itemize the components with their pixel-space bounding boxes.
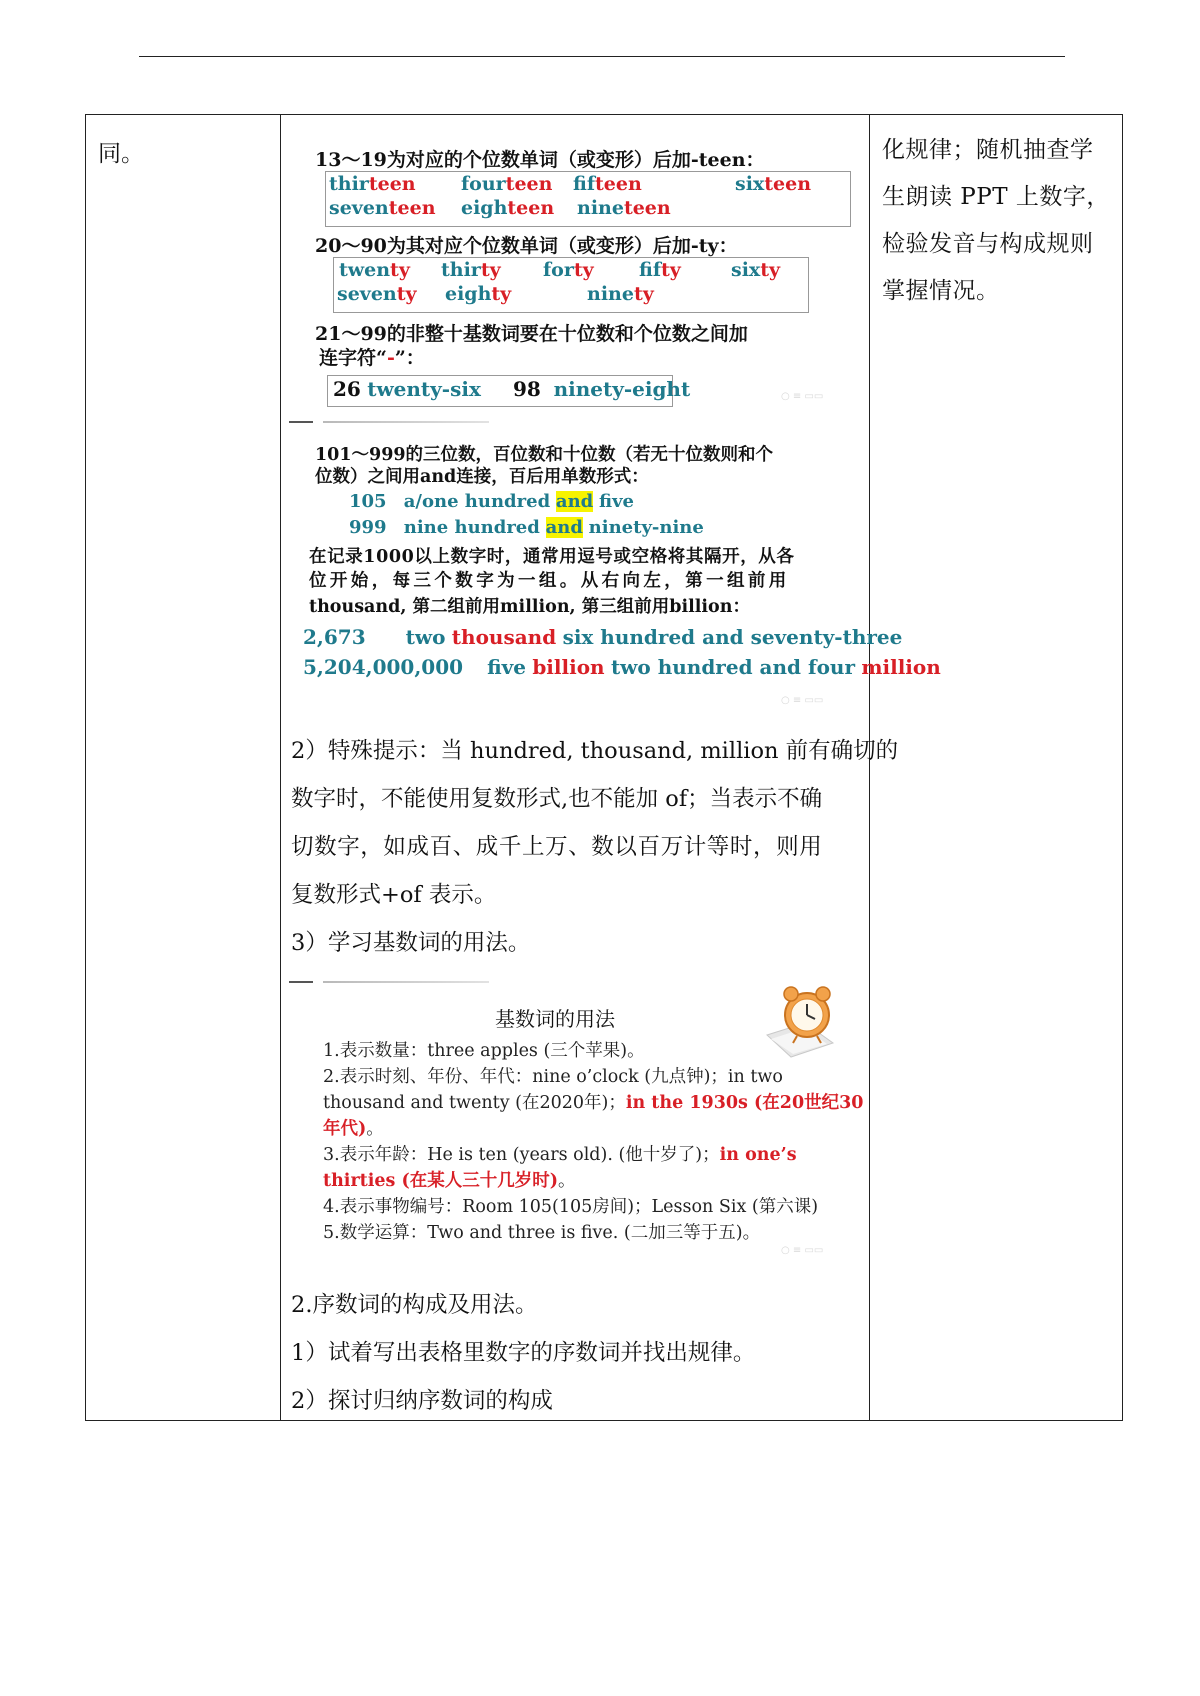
ordinal-line-3: 2）探讨归纳序数词的构成 [291,1388,553,1414]
tip-line-1: 2）特殊提示：当 hundred, thousand, million 前有确切的 [291,738,899,764]
hundred-example-2: 999 nine hundred and ninety-nine [349,517,704,538]
hundred-heading-1: 101～999的三位数，百位数和十位数（若无十位数则和个 [315,445,774,465]
teen-word: nineteen [577,197,671,219]
right-line: 检验发音与构成规则 [882,231,1094,257]
thousand-example-2: 5,204,000,000 five billion two hundred and four million [303,655,941,679]
hyphen-heading-1: 21～99的非整十基数词要在十位数和个位数之间加 [315,323,748,345]
teen-heading: 13～19为对应的个位数单词（或变形）后加-teen： [315,149,765,171]
usage-line-8: 5.数学运算：Two and three is five. (二加三等于五)。 [323,1223,761,1243]
ty-word: forty [543,259,594,281]
thousand-line-1: 在记录1000以上数字时，通常用逗号或空格将其隔开，从各 [309,547,795,567]
hyphen-example-1: 26 twenty-six [333,377,481,401]
ordinal-line-2: 1）试着写出表格里数字的序数词并找出规律。 [291,1340,756,1366]
alarm-clock-icon [761,965,841,1059]
right-line: 掌握情况。 [882,278,1000,304]
right-line: 化规律；随机抽查学 [882,137,1094,163]
tip-line-3: 切数字，如成百、成千上万、数以百万计等时，则用 [291,834,823,860]
thousand-line-3: thousand, 第二组前用million, 第三组前用billion： [309,597,750,617]
left-cell [86,115,281,1421]
right-cell [870,115,1123,1421]
usage-line-3: thousand and twenty (在2020年)；in the 1930s (在20世纪30 [323,1093,864,1113]
ty-word: thirty [441,259,501,281]
teen-word: fourteen [461,173,553,195]
ty-word: eighty [445,283,512,305]
right-line: 生朗读 PPT 上数字， [882,184,1110,210]
ty-word: sixty [731,259,781,281]
usage-line-2: 2.表示时刻、年份、年代：nine o’clock (九点钟)；in two [323,1067,783,1087]
tip-line-5: 3）学习基数词的用法。 [291,930,531,956]
teen-word: thirteen [329,173,416,195]
usage-line-1: 1.表示数量：three apples (三个苹果)。 [323,1041,645,1061]
hyphen-heading-2: 连字符“-”： [319,347,425,369]
usage-line-5: 3.表示年龄：He is ten (years old). (他十岁了)；in one’s [323,1145,797,1165]
left-cell-text: 同。 [98,141,144,167]
ty-heading: 20～90为其对应个位数单词（或变形）后加-ty： [315,235,738,257]
hundred-heading-2: 位数）之间用and连接，百后用单数形式： [315,467,649,487]
ty-word: fifty [639,259,681,281]
lesson-table [85,114,1123,1421]
ty-word: seventy [337,283,417,305]
watermark: ○ ≡ ▭▭ [781,391,824,402]
teen-word: seventeen [329,197,436,219]
divider-line [289,981,489,983]
teen-word: fifteen [573,173,642,195]
tip-line-2: 数字时，不能使用复数形式,也不能加 of；当表示不确 [291,786,823,812]
thousand-example-1: 2,673 two thousand six hundred and seventy-three [303,625,903,649]
ty-word: ninety [587,283,654,305]
usage-line-7: 4.表示事物编号：Room 105(105房间)；Lesson Six (第六课) [323,1197,819,1217]
usage-line-6: thirties (在某人三十几岁时)。 [323,1171,576,1191]
divider-line [289,421,509,423]
teen-word: eighteen [461,197,555,219]
tip-line-4: 复数形式+of 表示。 [291,882,497,908]
hyphen-example-2: 98 ninety-eight [513,377,691,401]
thousand-line-2: 位开始，每三个数字为一组。从右向左，第一组前用 [309,571,790,591]
usage-line-4: 年代)。 [323,1119,384,1139]
watermark: ○ ≡ ▭▭ [781,695,824,706]
hundred-example-1: 105 a/one hundred and five [349,491,634,512]
right-cell-text [870,115,1122,315]
ordinal-line-1: 2.序数词的构成及用法。 [291,1292,538,1318]
usage-title: 基数词的用法 [495,1007,615,1031]
ty-word: twenty [339,259,410,281]
watermark: ○ ≡ ▭▭ [781,1245,824,1256]
header-rule [139,56,1065,57]
teen-word: sixteen [735,173,812,195]
